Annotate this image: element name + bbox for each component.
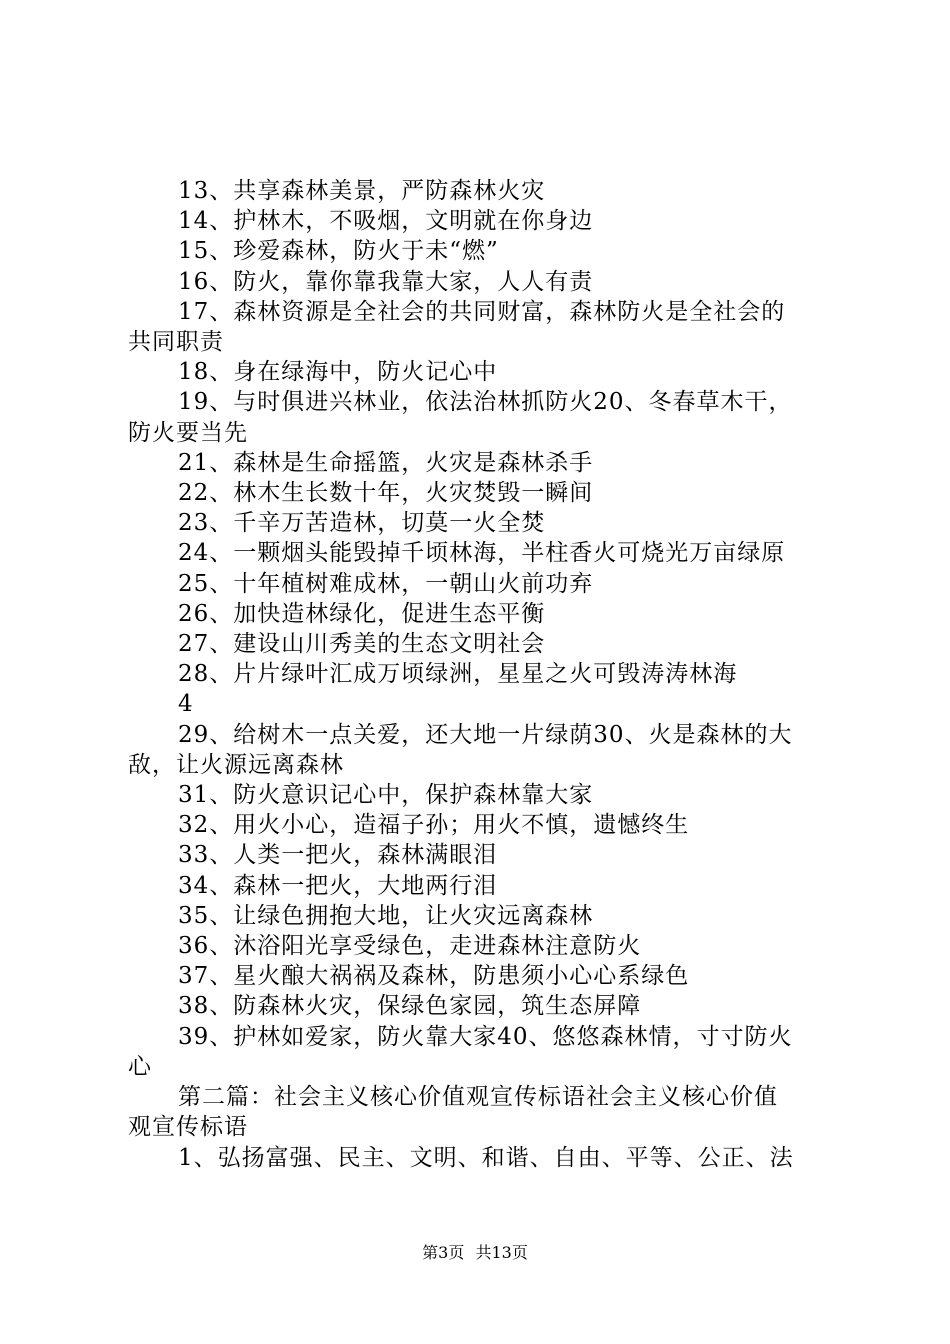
text-line: 33、人类一把火，森林满眼泪	[178, 842, 498, 869]
text-line: 25、十年植树难成林，一朝山火前功弃	[178, 570, 594, 597]
text-line: 4	[178, 691, 194, 718]
text-line: 34、森林一把火，大地两行泪	[178, 872, 498, 899]
text-line: 28、片片绿叶汇成万顷绿洲，星星之火可毁涛涛林海	[178, 661, 738, 688]
page-number: 第3页	[422, 1243, 465, 1262]
text-line: 26、加快造林绿化，促进生态平衡	[178, 600, 546, 627]
text-line: 18、身在绿海中，防火记心中	[178, 359, 498, 386]
text-line: 16、防火，靠你靠我靠大家，人人有责	[178, 268, 594, 295]
text-line: 29、给树木一点关爱，还大地一片绿荫30、火是森林的大	[178, 721, 793, 748]
text-line: 23、千辛万苦造林，切莫一火全焚	[178, 510, 546, 537]
text-line: 37、星火酿大祸祸及森林，防患须小心心系绿色	[178, 963, 690, 990]
text-line: 敌，让火源远离森林	[128, 751, 344, 778]
text-line: 防火要当先	[128, 419, 248, 446]
text-line: 15、珍爱森林，防火于未“燃”	[178, 238, 499, 265]
text-line: 21、森林是生命摇篮，火灾是森林杀手	[178, 449, 594, 476]
text-line: 32、用火小心，造福子孙；用火不慎，遗憾终生	[178, 812, 690, 839]
text-line: 第二篇：社会主义核心价值观宣传标语社会主义核心价值	[178, 1084, 778, 1111]
text-line: 共同职责	[128, 329, 224, 356]
text-line: 27、建设山川秀美的生态文明社会	[178, 631, 546, 658]
text-line: 17、森林资源是全社会的共同财富，森林防火是全社会的	[178, 298, 786, 325]
text-line: 24、一颗烟头能毁掉千顷林海，半柱香火可烧光万亩绿原	[178, 540, 786, 567]
text-line: 19、与时俱进兴林业，依法治林抓防火20、冬春草木干，	[178, 389, 793, 416]
text-line: 13、共享森林美景，严防森林火灾	[178, 178, 546, 204]
page-total: 共13页	[475, 1243, 528, 1262]
text-line: 心	[128, 1053, 152, 1080]
text-line: 观宣传标语	[128, 1114, 248, 1141]
text-line: 38、防森林火灾，保绿色家园，筑生态屏障	[178, 993, 642, 1020]
text-line: 39、护林如爱家，防火靠大家40、悠悠森林情，寸寸防火	[178, 1023, 793, 1050]
page-footer	[0, 1243, 950, 1263]
text-line: 22、林木生长数十年，火灾焚毁一瞬间	[178, 480, 594, 507]
text-line: 1、弘扬富强、民主、文明、和谐、自由、平等、公正、法	[178, 1144, 794, 1171]
text-line: 36、沐浴阳光享受绿色，走进森林注意防火	[178, 933, 642, 960]
text-line: 31、防火意识记心中，保护森林靠大家	[178, 782, 594, 809]
text-line: 35、让绿色拥抱大地，让火灾远离森林	[178, 902, 594, 929]
text-line: 14、护林木，不吸烟，文明就在你身边	[178, 208, 594, 235]
document-body	[128, 176, 840, 1173]
